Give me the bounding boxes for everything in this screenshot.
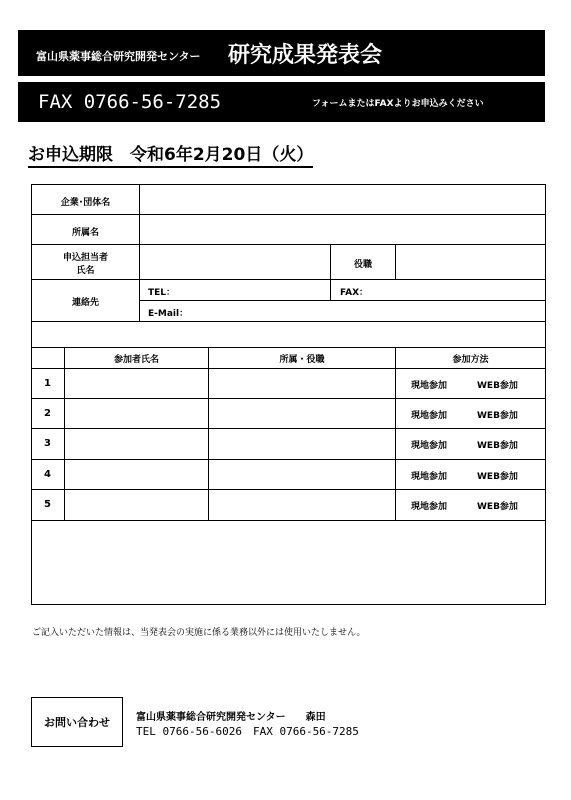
contact-label: 連絡先: [71, 298, 99, 308]
tel-label: TEL：: [148, 288, 176, 298]
applicant-label-line1: 申込担当者: [62, 253, 108, 263]
email-label: E-Mail：: [148, 309, 189, 319]
fax-note: フォームまたはFAXよりお申込みください: [312, 99, 484, 109]
web-option[interactable]: WEB参加: [477, 411, 518, 421]
organizer-name: 富山県薬事総合研究開発センター: [36, 50, 201, 63]
web-option[interactable]: WEB参加: [477, 441, 518, 451]
onsite-option[interactable]: 現地参加: [411, 472, 448, 482]
row-number: 4: [44, 469, 51, 480]
row-number: 3: [44, 438, 51, 449]
department-label: 所属名: [71, 228, 99, 238]
row-number: 1: [44, 378, 51, 389]
contact-label: お問い合わせ: [44, 716, 110, 729]
privacy-note: ご記入いただいた情報は、当発表会の実施に係る業務以外には使用いたしません。: [32, 628, 366, 638]
row-number: 5: [44, 499, 51, 510]
contact-box: [31, 697, 123, 747]
applicant-label-line2: 氏名: [76, 266, 95, 276]
web-option[interactable]: WEB参加: [477, 502, 518, 512]
onsite-option[interactable]: 現地参加: [411, 441, 448, 451]
company-label: 企業･団体名: [60, 198, 111, 208]
contact-tel-fax: TEL 0766-56-6026 FAX 0766-56-7285: [136, 725, 359, 738]
contact-name: 富山県薬事総合研究開発センター 森田: [136, 712, 326, 723]
affiliation-header: 所属・役職: [279, 355, 325, 365]
position-label: 役職: [353, 260, 372, 270]
fax-number: FAX 0766-56-7285: [38, 91, 222, 113]
application-deadline: お申込期限 令和6年2月20日（火）: [28, 140, 313, 168]
onsite-option[interactable]: 現地参加: [411, 411, 448, 421]
fax-label: FAX：: [340, 288, 369, 298]
participation-method-header: 参加方法: [452, 355, 489, 365]
participant-name-header: 参加者氏名: [113, 355, 159, 365]
onsite-option[interactable]: 現地参加: [411, 381, 448, 391]
web-option[interactable]: WEB参加: [477, 472, 518, 482]
event-title: 研究成果発表会: [228, 43, 383, 68]
onsite-option[interactable]: 現地参加: [411, 502, 448, 512]
web-option[interactable]: WEB参加: [477, 381, 518, 391]
row-number: 2: [44, 408, 51, 419]
